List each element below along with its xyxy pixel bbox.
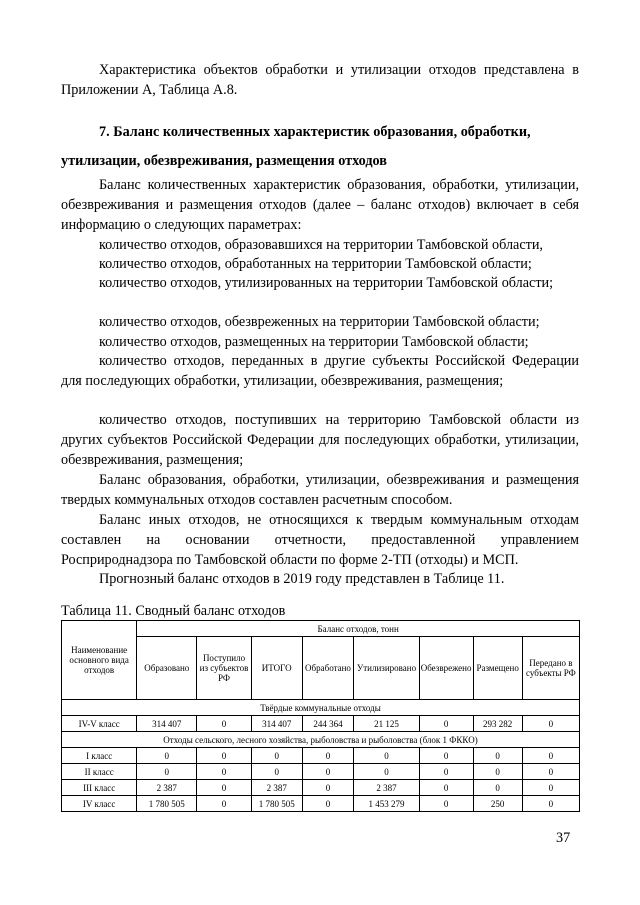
heading-line-1: 7. Баланс количественных характеристик образования, обработки, <box>99 124 531 140</box>
heading-line-2: утилизации, обезвреживания, размещения отходов <box>61 153 387 169</box>
table-cell: 0 <box>137 764 197 780</box>
table-cell: 0 <box>197 780 251 796</box>
table-cell: 2 387 <box>354 780 419 796</box>
table-cell: 250 <box>473 796 522 812</box>
table-cell: 0 <box>473 764 522 780</box>
table-cell: 1 453 279 <box>354 796 419 812</box>
table-caption: Таблица 11. Сводный баланс отходов <box>61 603 286 619</box>
table-subheader-row <box>62 637 580 700</box>
table-cell: IV-V класс <box>62 716 137 732</box>
table-cell: 0 <box>251 748 302 764</box>
paragraph-balance-intro: Баланс количественных характеристик образования, обработки, утилизации, обезвреживания и размещения отходов (далее – баланс отходов) включает в себя информацию о следующих параметрах: <box>61 177 579 233</box>
table-cell: 0 <box>522 780 579 796</box>
table-cell: 0 <box>522 748 579 764</box>
table-cell: 0 <box>302 780 354 796</box>
table-cell: 0 <box>302 748 354 764</box>
table-cell: 293 282 <box>473 716 522 732</box>
table-cell: 0 <box>473 780 522 796</box>
section-row <box>62 700 580 716</box>
table-cell: II класс <box>62 764 137 780</box>
table-cell: 1 780 505 <box>137 796 197 812</box>
column-header: Обработано <box>302 637 354 700</box>
table-cell: 0 <box>522 796 579 812</box>
table-cell: 0 <box>522 764 579 780</box>
column-header: Утилизировано <box>354 637 419 700</box>
table-row <box>62 716 580 732</box>
section-row <box>62 732 580 748</box>
table-cell: 314 407 <box>137 716 197 732</box>
table-cell: 0 <box>354 748 419 764</box>
section-title: Твёрдые коммунальные отходы <box>62 700 580 716</box>
group-column-header: Баланс отходов, тонн <box>137 621 580 637</box>
table-cell: 0 <box>354 764 419 780</box>
table-cell: III класс <box>62 780 137 796</box>
paragraph-item-2: количество отходов, обработанных на территории Тамбовской области; <box>99 256 532 272</box>
table-cell: I класс <box>62 748 137 764</box>
name-column-header: Наименование основного вида отходов <box>62 621 137 700</box>
table-row <box>62 780 580 796</box>
table-header-row <box>62 621 580 637</box>
paragraph-tko-balance: Баланс образования, обработки, утилизации, обезвреживания и размещения твердых коммунальных отходов составлен расчетным способом. <box>61 472 579 508</box>
table-cell: 0 <box>251 764 302 780</box>
paragraph-item-6: количество отходов, переданных в другие субъекты Российской Федерации для последующих обработки, утилизации, обезвреживания, размещения; <box>61 353 579 389</box>
waste-balance-table <box>61 620 580 812</box>
column-header: Передано в субъекты РФ <box>522 637 579 700</box>
column-header: Поступило из субъектов РФ <box>197 637 251 700</box>
table-cell: 244 364 <box>302 716 354 732</box>
paragraph-item-1: количество отходов, образовавшихся на территории Тамбовской области, <box>99 237 543 253</box>
table-cell: 0 <box>197 796 251 812</box>
table-cell: 1 780 505 <box>251 796 302 812</box>
table-cell: 314 407 <box>251 716 302 732</box>
table-row <box>62 764 580 780</box>
column-header: ИТОГО <box>251 637 302 700</box>
paragraph-item-5: количество отходов, размещенных на территории Тамбовской области; <box>99 334 529 350</box>
paragraph-other-balance: Баланс иных отходов, не относящихся к твердым коммунальным отходам составлен на основании отчетности, предоставленной управлением Росприроднадзора по Тамбовской области по форме 2-ТП (отходы) и МСП. <box>61 512 579 568</box>
page-number: 37 <box>556 830 571 846</box>
table-cell: 0 <box>197 716 251 732</box>
table-cell: 0 <box>302 764 354 780</box>
table-cell: 0 <box>137 748 197 764</box>
paragraph-item-4: количество отходов, обезвреженных на территории Тамбовской области; <box>99 314 540 330</box>
table-cell: 0 <box>473 748 522 764</box>
table-cell: 0 <box>197 764 251 780</box>
table-cell: 21 125 <box>354 716 419 732</box>
table-cell: 0 <box>419 796 473 812</box>
column-header: Обезврежено <box>419 637 473 700</box>
table-cell: 0 <box>302 796 354 812</box>
table-row <box>62 748 580 764</box>
paragraph-forecast: Прогнозный баланс отходов в 2019 году представлен в Таблице 11. <box>99 571 505 587</box>
table-cell: IV класс <box>62 796 137 812</box>
table-cell: 2 387 <box>137 780 197 796</box>
column-header: Образовано <box>137 637 197 700</box>
table-cell: 0 <box>419 780 473 796</box>
table-row <box>62 796 580 812</box>
section-heading <box>61 118 579 176</box>
table-cell: 2 387 <box>251 780 302 796</box>
paragraph-item-7: количество отходов, поступивших на территорию Тамбовской области из других субъектов Российской Федерации для последующих обработки, утилизации, обезвреживания, размещения; <box>61 412 579 468</box>
table-cell: 0 <box>419 764 473 780</box>
intro-paragraph: Характеристика объектов обработки и утилизации отходов представлена в Приложении А, Таблица А.8. <box>61 62 579 98</box>
paragraph-item-3: количество отходов, утилизированных на территории Тамбовской области; <box>99 275 554 291</box>
column-header: Размещено <box>473 637 522 700</box>
table-cell: 0 <box>522 716 579 732</box>
table-cell: 0 <box>419 748 473 764</box>
section-title: Отходы сельского, лесного хозяйства, рыболовства и рыболовства (блок 1 ФККО) <box>62 732 580 748</box>
table-cell: 0 <box>419 716 473 732</box>
table-cell: 0 <box>197 748 251 764</box>
